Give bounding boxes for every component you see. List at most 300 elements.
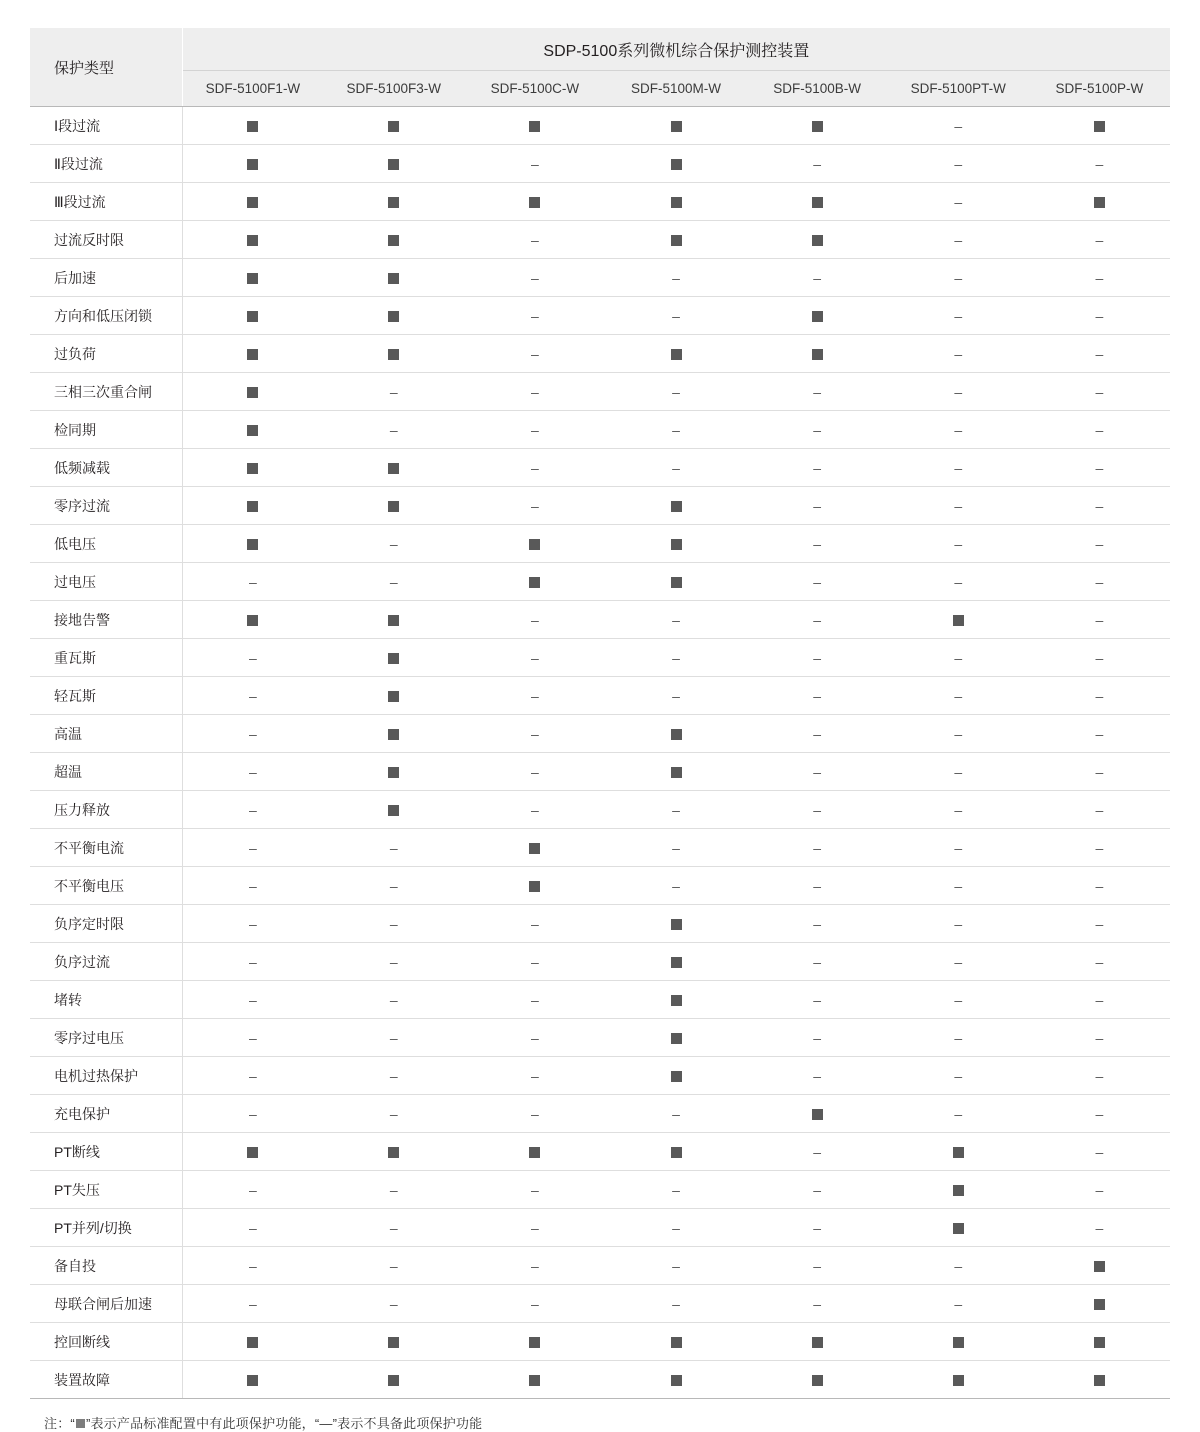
cell-not-supported — [1029, 221, 1170, 259]
table-row — [30, 1095, 1170, 1133]
cell-supported — [323, 639, 464, 677]
cell-not-supported — [182, 1095, 323, 1133]
cell-supported — [605, 221, 746, 259]
cell-not-supported — [1029, 753, 1170, 791]
dash-icon: – — [531, 725, 539, 742]
dash-icon: – — [249, 573, 257, 590]
table-row — [30, 297, 1170, 335]
filled-square-icon — [388, 767, 399, 778]
cell-not-supported — [1029, 829, 1170, 867]
cell-supported — [182, 487, 323, 525]
cell-not-supported — [182, 829, 323, 867]
dash-icon: – — [531, 991, 539, 1008]
row-label: 低电压 — [30, 525, 182, 563]
cell-not-supported — [888, 1247, 1029, 1285]
row-label: 母联合闸后加速 — [30, 1285, 182, 1323]
filled-square-icon — [247, 1375, 258, 1386]
cell-not-supported — [182, 563, 323, 601]
dash-icon: – — [672, 269, 680, 286]
filled-square-icon — [388, 311, 399, 322]
table-row — [30, 145, 1170, 183]
filled-square-icon — [388, 805, 399, 816]
row-label: 过负荷 — [30, 335, 182, 373]
cell-supported — [605, 563, 746, 601]
table-row — [30, 677, 1170, 715]
cell-not-supported — [464, 297, 605, 335]
dash-icon: – — [249, 763, 257, 780]
dash-icon: – — [954, 953, 963, 970]
cell-not-supported — [1029, 563, 1170, 601]
series-title: SDP-5100系列微机综合保护测控装置 — [182, 28, 1170, 71]
cell-supported — [323, 601, 464, 639]
table-row — [30, 753, 1170, 791]
dash-icon: – — [672, 839, 680, 856]
table-row — [30, 563, 1170, 601]
dash-icon: – — [1095, 307, 1104, 324]
filled-square-icon — [671, 1147, 682, 1158]
dash-icon: – — [813, 1067, 822, 1084]
cell-supported — [888, 1209, 1029, 1247]
cell-not-supported — [464, 335, 605, 373]
dash-icon: – — [1095, 383, 1104, 400]
cell-not-supported — [888, 677, 1029, 715]
row-label: 备自投 — [30, 1247, 182, 1285]
cell-not-supported — [464, 1171, 605, 1209]
cell-not-supported — [1029, 1133, 1170, 1171]
row-label: PT失压 — [30, 1171, 182, 1209]
filled-square-icon — [388, 1147, 399, 1158]
filled-square-icon — [388, 1375, 399, 1386]
cell-supported — [888, 1171, 1029, 1209]
cell-supported — [888, 601, 1029, 639]
cell-supported — [605, 183, 746, 221]
dash-icon: – — [531, 687, 539, 704]
filled-square-icon — [247, 197, 258, 208]
cell-supported — [605, 335, 746, 373]
footnote-prefix: 注：“ — [44, 1416, 75, 1431]
cell-not-supported — [605, 259, 746, 297]
dash-icon: – — [954, 1029, 963, 1046]
cell-not-supported — [1029, 677, 1170, 715]
filled-square-icon — [247, 463, 258, 474]
filled-square-icon — [1094, 197, 1105, 208]
column-header-model-0: SDF-5100F1-W — [182, 71, 323, 107]
row-label: 控回断线 — [30, 1323, 182, 1361]
filled-square-icon — [388, 615, 399, 626]
cell-not-supported — [1029, 449, 1170, 487]
cell-not-supported — [1029, 1171, 1170, 1209]
dash-icon: – — [813, 1029, 822, 1046]
cell-not-supported — [464, 791, 605, 829]
dash-icon: – — [531, 1067, 539, 1084]
cell-supported — [747, 297, 888, 335]
row-label: 方向和低压闭锁 — [30, 297, 182, 335]
cell-not-supported — [605, 601, 746, 639]
row-label: 高温 — [30, 715, 182, 753]
dash-icon: – — [1095, 801, 1104, 818]
cell-not-supported — [323, 1209, 464, 1247]
dash-icon: – — [389, 1105, 398, 1122]
cell-supported — [182, 411, 323, 449]
dash-icon: – — [389, 573, 398, 590]
cell-not-supported — [747, 487, 888, 525]
cell-not-supported — [182, 677, 323, 715]
cell-not-supported — [888, 715, 1029, 753]
dash-icon: – — [954, 1295, 963, 1312]
cell-supported — [605, 107, 746, 145]
cell-supported — [323, 335, 464, 373]
table-row — [30, 1209, 1170, 1247]
filled-square-icon — [671, 767, 682, 778]
cell-not-supported — [1029, 259, 1170, 297]
dash-icon: – — [954, 269, 963, 286]
filled-square-icon — [247, 349, 258, 360]
table-row — [30, 943, 1170, 981]
dash-icon: – — [389, 1067, 398, 1084]
cell-supported — [323, 183, 464, 221]
dash-icon: – — [813, 953, 822, 970]
cell-not-supported — [888, 753, 1029, 791]
cell-not-supported — [323, 1095, 464, 1133]
cell-not-supported — [747, 145, 888, 183]
dash-icon: – — [672, 1257, 680, 1274]
dash-icon: – — [954, 649, 963, 666]
filled-square-icon — [671, 1071, 682, 1082]
cell-supported — [323, 487, 464, 525]
row-label: 压力释放 — [30, 791, 182, 829]
dash-icon: – — [1095, 953, 1104, 970]
cell-not-supported — [888, 221, 1029, 259]
cell-not-supported — [888, 1019, 1029, 1057]
dash-icon: – — [813, 877, 822, 894]
table-row — [30, 867, 1170, 905]
cell-not-supported — [605, 1247, 746, 1285]
dash-icon: – — [954, 345, 963, 362]
dash-icon: – — [531, 155, 539, 172]
table-row — [30, 601, 1170, 639]
cell-supported — [323, 1323, 464, 1361]
filled-square-icon — [529, 1147, 540, 1158]
filled-square-icon — [671, 121, 682, 132]
cell-not-supported — [747, 677, 888, 715]
cell-not-supported — [464, 259, 605, 297]
cell-supported — [182, 145, 323, 183]
dash-icon: – — [389, 1029, 398, 1046]
filled-square-icon — [76, 1419, 85, 1428]
cell-supported — [888, 1323, 1029, 1361]
dash-icon: – — [1095, 535, 1104, 552]
table-row — [30, 259, 1170, 297]
cell-supported — [747, 1361, 888, 1399]
cell-supported — [605, 1057, 746, 1095]
filled-square-icon — [1094, 1375, 1105, 1386]
dash-icon: – — [249, 687, 257, 704]
dash-icon: – — [1095, 1029, 1104, 1046]
dash-icon: – — [531, 763, 539, 780]
table-row — [30, 1171, 1170, 1209]
cell-not-supported — [747, 1285, 888, 1323]
dash-icon: – — [249, 877, 257, 894]
dash-icon: – — [249, 1105, 257, 1122]
filled-square-icon — [247, 311, 258, 322]
dash-icon: – — [954, 991, 963, 1008]
table-header-row-models — [30, 71, 1170, 107]
cell-not-supported — [747, 1209, 888, 1247]
cell-supported — [464, 1133, 605, 1171]
cell-supported — [323, 107, 464, 145]
cell-not-supported — [323, 411, 464, 449]
cell-not-supported — [605, 791, 746, 829]
table-row — [30, 449, 1170, 487]
cell-not-supported — [323, 1057, 464, 1095]
filled-square-icon — [247, 501, 258, 512]
dash-icon: – — [813, 497, 822, 514]
cell-not-supported — [464, 487, 605, 525]
cell-not-supported — [464, 1019, 605, 1057]
filled-square-icon — [529, 1337, 540, 1348]
dash-icon: – — [389, 421, 398, 438]
cell-not-supported — [747, 639, 888, 677]
dash-icon: – — [531, 459, 539, 476]
dash-icon: – — [531, 611, 539, 628]
cell-not-supported — [464, 943, 605, 981]
cell-not-supported — [323, 867, 464, 905]
filled-square-icon — [671, 729, 682, 740]
filled-square-icon — [671, 995, 682, 1006]
cell-not-supported — [747, 1133, 888, 1171]
cell-supported — [464, 525, 605, 563]
row-label: 重瓦斯 — [30, 639, 182, 677]
cell-not-supported — [182, 1057, 323, 1095]
cell-not-supported — [323, 905, 464, 943]
footnote-text: ”表示产品标准配置中有此项保护功能，“—”表示不具备此项保护功能 — [85, 1416, 483, 1431]
cell-not-supported — [888, 183, 1029, 221]
filled-square-icon — [388, 691, 399, 702]
cell-supported — [182, 1133, 323, 1171]
table-row — [30, 525, 1170, 563]
cell-not-supported — [1029, 639, 1170, 677]
filled-square-icon — [812, 1337, 823, 1348]
table-row — [30, 1361, 1170, 1399]
dash-icon: – — [389, 877, 398, 894]
cell-supported — [182, 107, 323, 145]
filled-square-icon — [247, 615, 258, 626]
cell-supported — [605, 943, 746, 981]
dash-icon: – — [954, 1257, 963, 1274]
dash-icon: – — [672, 307, 680, 324]
column-header-model-1: SDF-5100F3-W — [323, 71, 464, 107]
cell-supported — [182, 1361, 323, 1399]
dash-icon: – — [954, 193, 963, 210]
cell-supported — [1029, 1323, 1170, 1361]
cell-not-supported — [747, 373, 888, 411]
cell-not-supported — [888, 259, 1029, 297]
cell-not-supported — [888, 145, 1029, 183]
dash-icon: – — [954, 801, 963, 818]
dash-icon: – — [531, 1257, 539, 1274]
dash-icon: – — [1095, 1181, 1104, 1198]
cell-not-supported — [464, 601, 605, 639]
filled-square-icon — [953, 1375, 964, 1386]
cell-not-supported — [464, 981, 605, 1019]
table-row — [30, 1133, 1170, 1171]
cell-supported — [1029, 183, 1170, 221]
filled-square-icon — [388, 273, 399, 284]
cell-not-supported — [1029, 1057, 1170, 1095]
cell-not-supported — [605, 867, 746, 905]
dash-icon: – — [249, 915, 257, 932]
cell-not-supported — [182, 943, 323, 981]
cell-not-supported — [747, 411, 888, 449]
cell-supported — [888, 1361, 1029, 1399]
filled-square-icon — [953, 615, 964, 626]
filled-square-icon — [953, 1223, 964, 1234]
dash-icon: – — [954, 117, 963, 134]
table-row — [30, 221, 1170, 259]
row-label: 接地告警 — [30, 601, 182, 639]
filled-square-icon — [388, 463, 399, 474]
cell-supported — [605, 145, 746, 183]
row-label: 负序过流 — [30, 943, 182, 981]
cell-supported — [747, 335, 888, 373]
row-label: 装置故障 — [30, 1361, 182, 1399]
cell-not-supported — [1029, 373, 1170, 411]
filled-square-icon — [1094, 121, 1105, 132]
table-row — [30, 905, 1170, 943]
filled-square-icon — [529, 1375, 540, 1386]
dash-icon: – — [813, 991, 822, 1008]
cell-not-supported — [747, 981, 888, 1019]
dash-icon: – — [1095, 231, 1104, 248]
cell-supported — [888, 1133, 1029, 1171]
cell-not-supported — [1029, 487, 1170, 525]
cell-supported — [464, 1361, 605, 1399]
cell-supported — [182, 373, 323, 411]
table-row — [30, 487, 1170, 525]
cell-supported — [464, 563, 605, 601]
dash-icon: – — [249, 649, 257, 666]
dash-icon: – — [813, 839, 822, 856]
cell-not-supported — [888, 297, 1029, 335]
filled-square-icon — [247, 1147, 258, 1158]
dash-icon: – — [1095, 345, 1104, 362]
cell-not-supported — [605, 297, 746, 335]
dash-icon: – — [1095, 991, 1104, 1008]
cell-not-supported — [323, 943, 464, 981]
cell-supported — [1029, 1361, 1170, 1399]
filled-square-icon — [1094, 1337, 1105, 1348]
cell-not-supported — [1029, 1019, 1170, 1057]
dash-icon: – — [954, 383, 963, 400]
dash-icon: – — [389, 953, 398, 970]
dash-icon: – — [249, 1257, 257, 1274]
cell-not-supported — [182, 1247, 323, 1285]
dash-icon: – — [954, 421, 963, 438]
filled-square-icon — [953, 1147, 964, 1158]
filled-square-icon — [388, 1337, 399, 1348]
dash-icon: – — [531, 915, 539, 932]
filled-square-icon — [247, 121, 258, 132]
dash-icon: – — [389, 991, 398, 1008]
row-label: PT断线 — [30, 1133, 182, 1171]
row-label: 三相三次重合闸 — [30, 373, 182, 411]
filled-square-icon — [247, 235, 258, 246]
cell-not-supported — [888, 1285, 1029, 1323]
filled-square-icon — [812, 121, 823, 132]
cell-supported — [605, 981, 746, 1019]
dash-icon: – — [954, 535, 963, 552]
row-label: PT并列/切换 — [30, 1209, 182, 1247]
row-label: 过电压 — [30, 563, 182, 601]
cell-not-supported — [747, 525, 888, 563]
column-header-model-2: SDF-5100C-W — [464, 71, 605, 107]
filled-square-icon — [671, 1375, 682, 1386]
table-row — [30, 411, 1170, 449]
column-header-model-4: SDF-5100B-W — [747, 71, 888, 107]
table-row — [30, 107, 1170, 145]
dash-icon: – — [672, 687, 680, 704]
filled-square-icon — [247, 159, 258, 170]
dash-icon: – — [813, 915, 822, 932]
cell-supported — [747, 221, 888, 259]
dash-icon: – — [1095, 915, 1104, 932]
filled-square-icon — [671, 349, 682, 360]
filled-square-icon — [247, 1337, 258, 1348]
cell-not-supported — [888, 943, 1029, 981]
dash-icon: – — [249, 1067, 257, 1084]
column-header-model-5: SDF-5100PT-W — [888, 71, 1029, 107]
cell-supported — [605, 1323, 746, 1361]
cell-supported — [323, 145, 464, 183]
filled-square-icon — [953, 1337, 964, 1348]
cell-not-supported — [605, 373, 746, 411]
cell-supported — [1029, 1247, 1170, 1285]
cell-not-supported — [888, 373, 1029, 411]
dash-icon: – — [813, 1143, 822, 1160]
cell-supported — [323, 677, 464, 715]
dash-icon: – — [954, 231, 963, 248]
cell-not-supported — [747, 943, 888, 981]
dash-icon: – — [954, 725, 963, 742]
cell-supported — [464, 1323, 605, 1361]
filled-square-icon — [529, 577, 540, 588]
dash-icon: – — [672, 801, 680, 818]
dash-icon: – — [813, 269, 822, 286]
filled-square-icon — [388, 159, 399, 170]
cell-supported — [323, 753, 464, 791]
cell-not-supported — [464, 1057, 605, 1095]
cell-supported — [747, 183, 888, 221]
dash-icon: – — [531, 307, 539, 324]
cell-supported — [323, 259, 464, 297]
cell-not-supported — [464, 1209, 605, 1247]
dash-icon: – — [531, 421, 539, 438]
table-header-row-series — [30, 28, 1170, 71]
dash-icon: – — [531, 1105, 539, 1122]
filled-square-icon — [388, 197, 399, 208]
cell-not-supported — [182, 1285, 323, 1323]
dash-icon: – — [1095, 459, 1104, 476]
dash-icon: – — [1095, 763, 1104, 780]
cell-not-supported — [182, 1209, 323, 1247]
filled-square-icon — [529, 843, 540, 854]
cell-supported — [605, 905, 746, 943]
cell-not-supported — [464, 449, 605, 487]
dash-icon: – — [531, 231, 539, 248]
cell-supported — [464, 867, 605, 905]
dash-icon: – — [672, 1105, 680, 1122]
dash-icon: – — [813, 573, 822, 590]
